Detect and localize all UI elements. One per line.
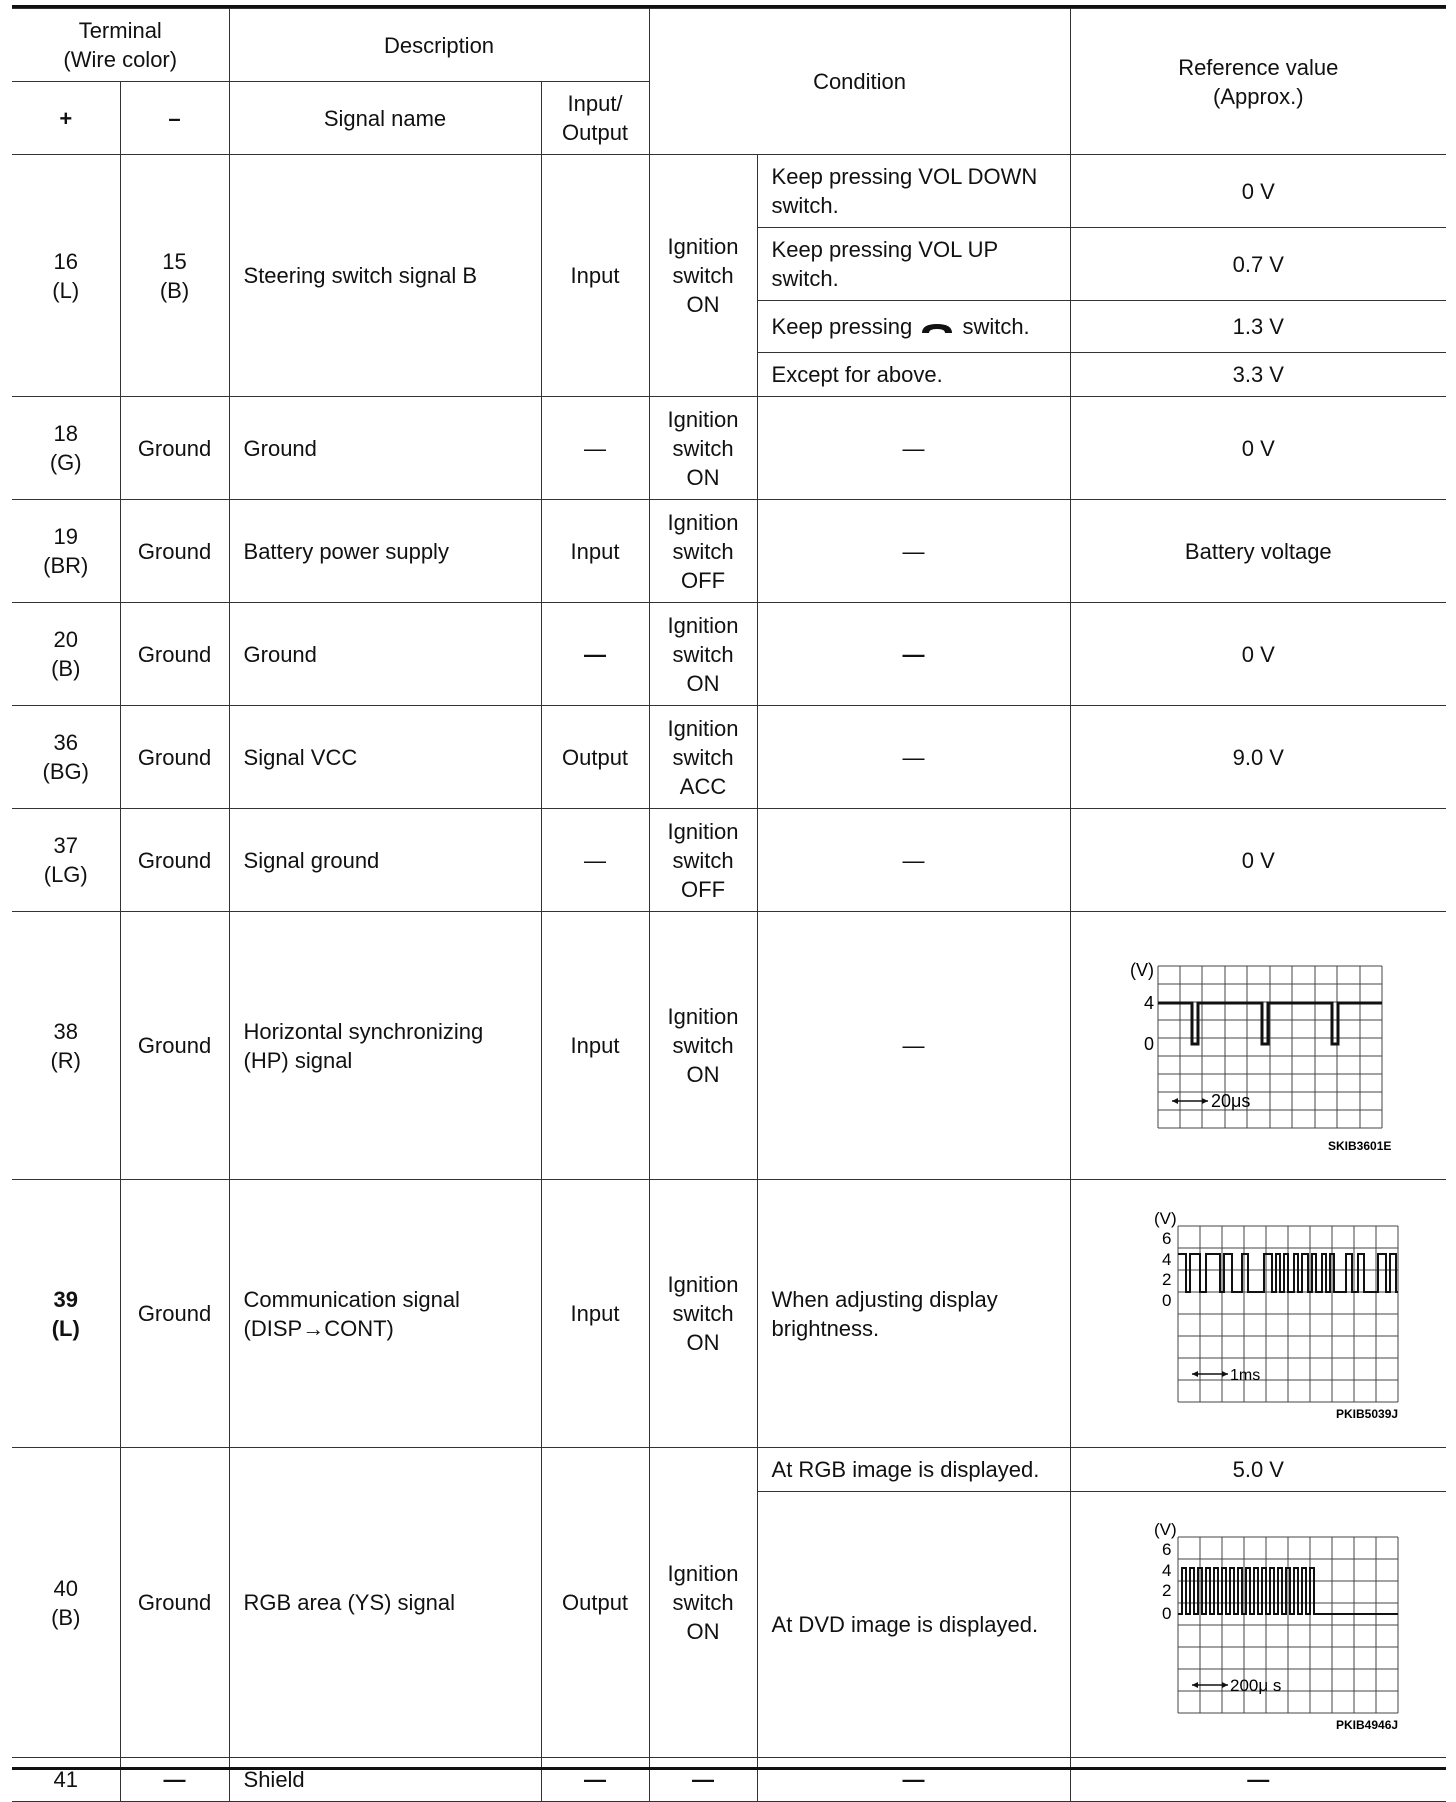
signal-name-line: Communication signal (243, 1286, 460, 1312)
approx-label: (Approx.) (1213, 83, 1304, 109)
signal-name: Ground (229, 603, 541, 706)
terminal-table (12, 8, 1446, 1802)
waveform-tick-label: 0 (1144, 1033, 1155, 1054)
signal-name: Signal ground (229, 809, 541, 912)
io-value: Input (541, 155, 649, 397)
waveform-time-label: 200μ s (1230, 1675, 1282, 1695)
io-value: Input (541, 500, 649, 603)
waveform-tick-label: 0 (1162, 1603, 1172, 1623)
switch-word: switch (672, 744, 734, 770)
io-value: Input (541, 1180, 649, 1448)
signal-name: Ground (229, 397, 541, 500)
ignition-state (649, 155, 757, 397)
condition-text: At DVD image is displayed. (757, 1492, 1070, 1758)
signal-name-line: Horizontal synchronizing (243, 1018, 484, 1044)
wire-color: (LG) (43, 862, 88, 887)
rgb-area-waveform (1108, 1515, 1408, 1735)
condition-text: — (757, 397, 1070, 500)
plus-terminal (12, 809, 120, 912)
plus-header: + (12, 82, 120, 155)
bottom-rule (12, 1767, 1446, 1770)
signal-name: RGB area (YS) signal (229, 1448, 541, 1758)
waveform-tick-label: 4 (1144, 992, 1155, 1013)
ignition-position: ON (686, 464, 720, 490)
ignition-word: Ignition (667, 1004, 739, 1029)
table-row (12, 1758, 1446, 1802)
ignition-position: OFF (681, 876, 726, 902)
plus-terminal (12, 603, 120, 706)
condition-line: Keep pressing VOL UP (771, 237, 999, 262)
reference-value: — (1070, 1758, 1446, 1802)
minus-terminal: Ground (120, 706, 229, 809)
minus-terminal: Ground (120, 809, 229, 912)
switch-word: switch (672, 435, 734, 461)
reference-value (1070, 1180, 1446, 1448)
plus-terminal: 41 (12, 1758, 120, 1802)
waveform-tick-label: 4 (1162, 1249, 1172, 1269)
switch-word: switch (672, 538, 734, 564)
waveform-ref-code: SKIB3601E (1328, 1138, 1392, 1153)
terminal-number: 37 (53, 833, 78, 858)
terminal-header-label: Terminal (78, 18, 162, 43)
ignition-word: Ignition (667, 1561, 739, 1586)
ignition-state (649, 1448, 757, 1758)
waveform-tick-label: 6 (1162, 1228, 1172, 1248)
terminal-number: 40 (53, 1575, 78, 1601)
condition-text: — (757, 912, 1070, 1180)
minus-terminal: Ground (120, 912, 229, 1180)
ignition-state (649, 706, 757, 809)
plus-terminal (12, 912, 120, 1180)
reference-value: 0 V (1070, 155, 1446, 228)
waveform-time-label: 1ms (1230, 1366, 1261, 1384)
waveform-tick-label: 2 (1162, 1580, 1172, 1600)
ignition-word: Ignition (667, 818, 739, 844)
switch-word: switch (672, 641, 734, 667)
signal-name-header: Signal name (229, 82, 541, 155)
wire-color: (BR) (43, 553, 89, 578)
condition-text: — (757, 809, 1070, 912)
switch-word: switch (672, 1033, 734, 1058)
plus-terminal (12, 1180, 120, 1448)
signal-name-line: (HP) signal (243, 1047, 353, 1073)
condition-line: Keep pressing (771, 314, 913, 339)
signal-name-line: (DISP→CONT) (243, 1315, 394, 1341)
reference-value: 1.3 V (1070, 301, 1446, 353)
waveform-unit-label: (V) (1130, 959, 1155, 980)
io-header-line-1: Input/ (567, 91, 623, 116)
condition-text: — (757, 706, 1070, 809)
ignition-state (649, 1180, 757, 1448)
minus-terminal: Ground (120, 1448, 229, 1758)
io-value: Output (541, 1448, 649, 1758)
ignition-word: Ignition (667, 715, 739, 741)
table-row (12, 500, 1446, 603)
plus-terminal (12, 397, 120, 500)
wire-color: (R) (50, 1047, 82, 1073)
switch-word: switch (672, 263, 734, 288)
terminal-number: 16 (53, 248, 78, 274)
switch-word: switch (672, 1590, 734, 1615)
waveform-unit-label: (V) (1154, 1208, 1177, 1228)
condition-line: switch. (771, 266, 839, 291)
waveform-unit-label: (V) (1154, 1519, 1177, 1539)
condition-text: Except for above. (757, 353, 1070, 397)
ignition-word: Ignition (667, 612, 739, 638)
plus-terminal (12, 1448, 120, 1758)
communication-signal-waveform (1108, 1204, 1408, 1424)
signal-name: Shield (229, 1758, 541, 1802)
io-value: — (541, 397, 649, 500)
io-header-line-2: Output (562, 120, 629, 145)
condition-text (757, 1180, 1070, 1448)
condition-text: — (757, 1758, 1070, 1802)
condition-line: brightness. (771, 1315, 880, 1341)
ignition-state (649, 603, 757, 706)
minus-terminal (120, 155, 229, 397)
terminal-number: 38 (53, 1018, 78, 1044)
wire-color: (BG) (42, 759, 89, 784)
condition-text (757, 301, 1070, 353)
ignition-position: OFF (681, 567, 726, 593)
switch-word: switch (672, 847, 734, 873)
terminal-number: 18 (53, 421, 78, 446)
condition-header: Condition (649, 9, 1070, 155)
wire-color: (G) (49, 450, 82, 475)
table-row (12, 603, 1446, 706)
table-row (12, 912, 1446, 1180)
condition-line: When adjusting display (771, 1286, 998, 1312)
phone-handset-icon (920, 321, 954, 335)
wire-color-label: (Wire color) (63, 47, 178, 72)
reference-value: 0.7 V (1070, 228, 1446, 301)
terminal-number: 36 (53, 730, 78, 755)
signal-name (229, 1180, 541, 1448)
reference-value (1070, 912, 1446, 1180)
waveform-tick-label: 0 (1162, 1290, 1172, 1310)
waveform-ref-code: PKIB5039J (1336, 1406, 1399, 1421)
terminal-spec-page (12, 0, 1446, 1792)
io-header (541, 82, 649, 155)
terminal-number: 39 (53, 1286, 78, 1312)
condition-line: Keep pressing VOL DOWN (771, 164, 1038, 189)
condition-text (757, 228, 1070, 301)
condition-text (757, 155, 1070, 228)
io-value: — (541, 1758, 649, 1802)
minus-terminal: Ground (120, 1180, 229, 1448)
signal-name (229, 912, 541, 1180)
condition-text: At RGB image is displayed. (757, 1448, 1070, 1492)
signal-name: Battery power supply (229, 500, 541, 603)
waveform-ref-code: PKIB4946J (1336, 1717, 1399, 1732)
wire-color: (L) (52, 277, 80, 303)
header-row-1 (12, 9, 1446, 82)
plus-terminal (12, 500, 120, 603)
io-value: — (541, 809, 649, 912)
ignition-word: Ignition (667, 234, 739, 259)
ignition-state (649, 809, 757, 912)
ignition-word: Ignition (667, 1272, 739, 1297)
minus-terminal: Ground (120, 500, 229, 603)
reference-value (1070, 1492, 1446, 1758)
terminal-number: 19 (53, 524, 78, 549)
signal-name: Steering switch signal B (229, 155, 541, 397)
ignition-position: ACC (679, 773, 727, 799)
table-row (12, 1448, 1446, 1492)
plus-terminal (12, 155, 120, 397)
hp-signal-waveform (1108, 936, 1408, 1156)
waveform-tick-label: 2 (1162, 1269, 1172, 1289)
io-value: Input (541, 912, 649, 1180)
table-row (12, 1180, 1446, 1448)
ignition-position: ON (686, 292, 720, 317)
wire-color: (B) (51, 1604, 81, 1630)
ignition-state: — (649, 1758, 757, 1802)
terminal-number: 15 (162, 248, 187, 274)
switch-word: switch (672, 1301, 734, 1326)
ignition-word: Ignition (667, 509, 739, 535)
ignition-state (649, 397, 757, 500)
waveform-tick-label: 6 (1162, 1539, 1172, 1559)
signal-name: Signal VCC (229, 706, 541, 809)
reference-value: Battery voltage (1070, 500, 1446, 603)
reference-value-label: Reference value (1178, 54, 1339, 80)
description-header: Description (229, 9, 649, 82)
ignition-state (649, 500, 757, 603)
reference-value-header (1070, 9, 1446, 155)
waveform-time-label: 20μs (1211, 1090, 1251, 1111)
terminal-header (12, 9, 229, 82)
reference-value: 0 V (1070, 603, 1446, 706)
condition-text: — (757, 500, 1070, 603)
minus-terminal: Ground (120, 603, 229, 706)
wire-color: (B) (51, 656, 81, 681)
table-row (12, 809, 1446, 912)
ignition-position: ON (686, 1619, 720, 1644)
reference-value: 9.0 V (1070, 706, 1446, 809)
minus-header: – (120, 82, 229, 155)
ignition-position: ON (686, 1062, 720, 1087)
condition-text: — (757, 603, 1070, 706)
reference-value: 0 V (1070, 397, 1446, 500)
table-row (12, 706, 1446, 809)
table-row (12, 155, 1446, 228)
ignition-word: Ignition (667, 406, 739, 432)
ignition-position: ON (686, 670, 720, 696)
io-value: — (541, 603, 649, 706)
condition-line: switch. (771, 193, 839, 218)
plus-terminal (12, 706, 120, 809)
reference-value: 5.0 V (1070, 1448, 1446, 1492)
minus-terminal: — (120, 1758, 229, 1802)
wire-color: (L) (51, 1315, 80, 1341)
table-row (12, 397, 1446, 500)
ignition-state (649, 912, 757, 1180)
reference-value: 3.3 V (1070, 353, 1446, 397)
minus-terminal: Ground (120, 397, 229, 500)
io-value: Output (541, 706, 649, 809)
reference-value: 0 V (1070, 809, 1446, 912)
wire-color: (B) (159, 277, 190, 303)
terminal-number: 20 (53, 627, 78, 652)
waveform-tick-label: 4 (1162, 1560, 1172, 1580)
condition-line: switch. (962, 314, 1030, 339)
ignition-position: ON (686, 1330, 720, 1355)
